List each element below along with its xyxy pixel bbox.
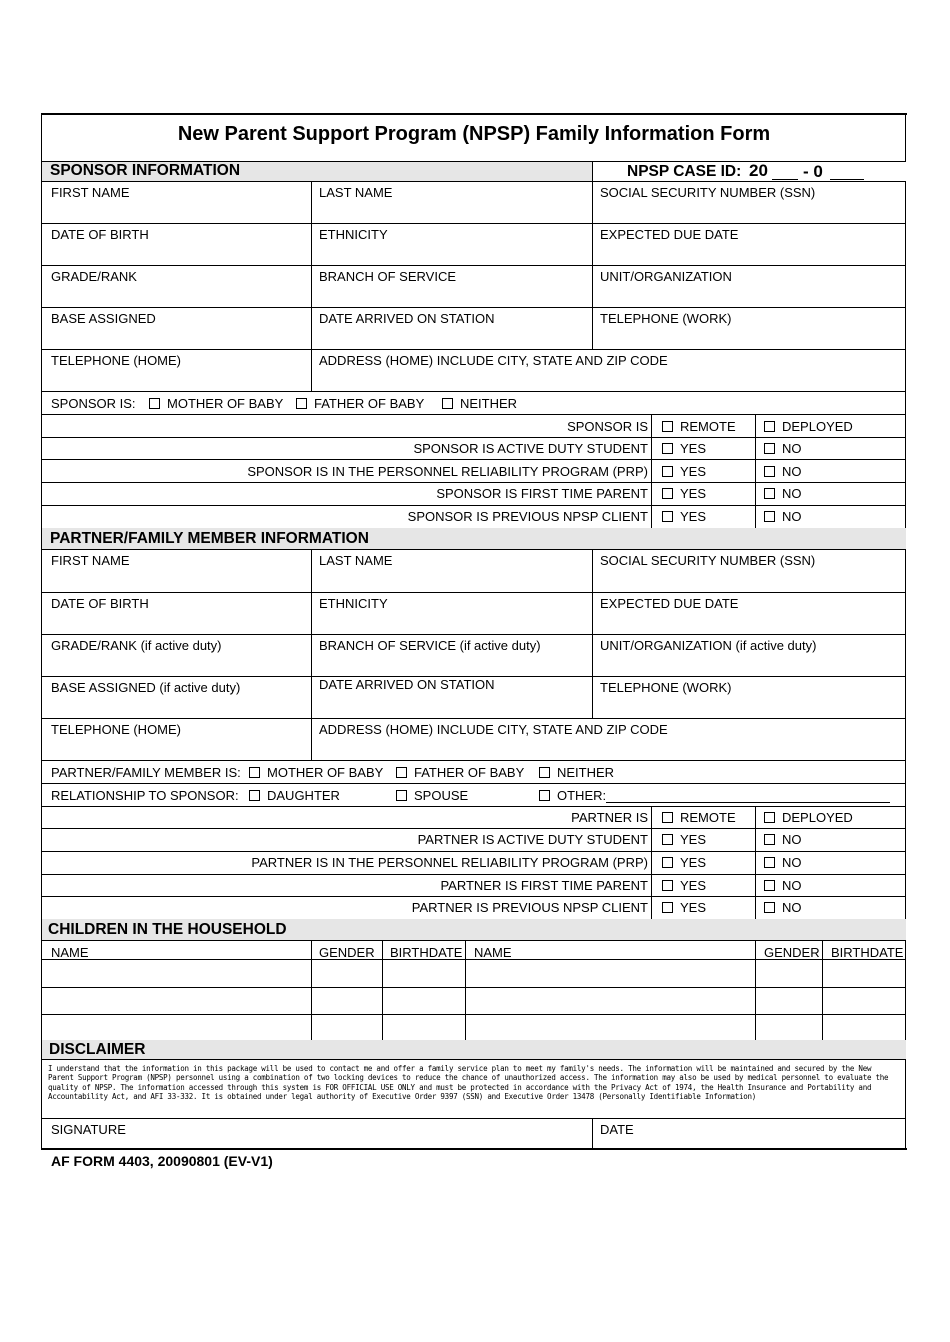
- form-top-border: [41, 113, 907, 115]
- relationship-other-checkbox[interactable]: [539, 788, 606, 803]
- divider: [755, 806, 756, 919]
- children-col-birthdate: BIRTHDATE: [390, 945, 463, 960]
- divider: [651, 806, 652, 919]
- checkbox-icon: [764, 857, 775, 868]
- option-label: NO: [782, 486, 802, 501]
- divider: [42, 634, 906, 635]
- sponsor-last-name-field[interactable]: LAST NAME: [319, 185, 393, 200]
- option-label: NO: [782, 441, 802, 456]
- children-section-header: [42, 919, 906, 940]
- option-label: SPOUSE: [414, 788, 469, 803]
- divider: [592, 161, 593, 181]
- sponsor-address-field[interactable]: ADDRESS (HOME) INCLUDE CITY, STATE AND ZIP CODE: [319, 353, 668, 368]
- sponsor-ssn-field[interactable]: SOCIAL SECURITY NUMBER (SSN): [600, 185, 816, 200]
- sponsor-is-label: SPONSOR IS:: [51, 396, 136, 411]
- divider: [42, 828, 906, 829]
- checkbox-icon: [396, 790, 407, 801]
- divider: [42, 896, 906, 897]
- option-label: MOTHER OF BABY: [167, 396, 284, 411]
- partner-question-previous: PARTNER IS PREVIOUS NPSP CLIENT: [411, 900, 648, 915]
- partner-question-student: PARTNER IS ACTIVE DUTY STUDENT: [417, 832, 648, 847]
- partner-section-header: [42, 528, 906, 549]
- case-id-blank-1[interactable]: [772, 179, 798, 180]
- partner-unit-field[interactable]: UNIT/ORGANIZATION (if active duty): [600, 638, 817, 653]
- option-label: FATHER OF BABY: [414, 765, 525, 780]
- sponsor-tel-work-field[interactable]: TELEPHONE (WORK): [600, 311, 732, 326]
- divider: [42, 414, 906, 415]
- partner-previous-no-checkbox[interactable]: [764, 900, 802, 915]
- case-id-label: NPSP CASE ID:: [627, 163, 742, 180]
- partner-prp-yes-checkbox[interactable]: [662, 855, 706, 870]
- divider: [42, 391, 906, 392]
- option-label: YES: [680, 855, 707, 870]
- sponsor-question-first-time: SPONSOR IS FIRST TIME PARENT: [436, 486, 648, 501]
- partner-father-checkbox[interactable]: [396, 765, 524, 780]
- option-label: NO: [782, 509, 802, 524]
- divider: [42, 223, 906, 224]
- option-label: NEITHER: [557, 765, 615, 780]
- option-label: MOTHER OF BABY: [267, 765, 384, 780]
- sponsor-first-time-yes-checkbox[interactable]: [662, 486, 706, 501]
- checkbox-icon: [764, 443, 775, 454]
- children-col-name: NAME: [51, 945, 89, 960]
- partner-due-date-field[interactable]: EXPECTED DUE DATE: [600, 596, 739, 611]
- checkbox-icon: [764, 511, 775, 522]
- divider: [42, 482, 906, 483]
- option-label: REMOTE: [680, 419, 736, 434]
- option-label: NO: [782, 878, 802, 893]
- divider: [42, 181, 906, 182]
- relationship-spouse-checkbox[interactable]: [396, 788, 468, 803]
- children-col-gender: GENDER: [319, 945, 375, 960]
- checkbox-icon: [662, 466, 673, 477]
- divider: [42, 940, 906, 941]
- sponsor-student-yes-checkbox[interactable]: [662, 441, 706, 456]
- partner-branch-field[interactable]: BRANCH OF SERVICE (if active duty): [319, 638, 541, 653]
- partner-is-label: PARTNER/FAMILY MEMBER IS:: [51, 765, 241, 780]
- sponsor-branch-field[interactable]: BRANCH OF SERVICE: [319, 269, 457, 284]
- divider: [42, 1059, 906, 1060]
- partner-tel-work-field[interactable]: TELEPHONE (WORK): [600, 680, 732, 695]
- option-label: YES: [680, 878, 707, 893]
- checkbox-icon: [764, 488, 775, 499]
- sponsor-deployed-checkbox[interactable]: [764, 419, 853, 434]
- divider: [42, 874, 906, 875]
- case-id-blank-2[interactable]: [830, 179, 864, 180]
- form-number: AF FORM 4403, 20090801 (EV-V1): [51, 1153, 273, 1169]
- checkbox-icon: [662, 511, 673, 522]
- checkbox-icon: [662, 488, 673, 499]
- checkbox-icon: [764, 880, 775, 891]
- sponsor-due-date-field[interactable]: EXPECTED DUE DATE: [600, 227, 739, 242]
- divider: [311, 181, 312, 391]
- checkbox-icon: [764, 812, 775, 823]
- divider: [42, 592, 906, 593]
- partner-address-field[interactable]: ADDRESS (HOME) INCLUDE CITY, STATE AND ZIP CODE: [319, 722, 668, 737]
- divider: [42, 265, 906, 266]
- checkbox-icon: [149, 398, 160, 409]
- checkbox-icon: [442, 398, 453, 409]
- children-col-birthdate-2: BIRTHDATE: [831, 945, 904, 960]
- sponsor-prp-no-checkbox[interactable]: [764, 464, 802, 479]
- table-row[interactable]: [42, 1015, 906, 1040]
- sponsor-tel-home-field[interactable]: TELEPHONE (HOME): [51, 353, 182, 368]
- option-label: NO: [782, 855, 802, 870]
- sponsor-question-prp: SPONSOR IS IN THE PERSONNEL RELIABILITY PROGRAM (PRP): [247, 464, 648, 479]
- option-label: DEPLOYED: [782, 810, 853, 825]
- divider: [42, 459, 906, 460]
- divider: [755, 414, 756, 528]
- divider: [42, 549, 906, 550]
- checkbox-icon: [764, 834, 775, 845]
- option-label: OTHER:: [557, 788, 607, 803]
- divider: [311, 549, 312, 760]
- divider: [42, 783, 906, 784]
- partner-dob-field[interactable]: DATE OF BIRTH: [51, 596, 149, 611]
- checkbox-icon: [539, 790, 550, 801]
- divider: [42, 505, 906, 506]
- partner-prp-no-checkbox[interactable]: [764, 855, 802, 870]
- option-label: FATHER OF BABY: [314, 396, 425, 411]
- partner-question-first-time: PARTNER IS FIRST TIME PARENT: [440, 878, 648, 893]
- option-label: YES: [680, 832, 707, 847]
- partner-section-title: PARTNER/FAMILY MEMBER INFORMATION: [50, 530, 369, 547]
- sponsor-question-previous: SPONSOR IS PREVIOUS NPSP CLIENT: [407, 509, 648, 524]
- partner-ethnicity-field[interactable]: ETHNICITY: [319, 596, 388, 611]
- checkbox-icon: [539, 767, 550, 778]
- sponsor-section-title: SPONSOR INFORMATION: [50, 162, 241, 179]
- form-bottom-border: [41, 1148, 907, 1150]
- partner-first-time-yes-checkbox[interactable]: [662, 878, 706, 893]
- checkbox-icon: [296, 398, 307, 409]
- date-field[interactable]: DATE: [600, 1122, 634, 1137]
- sponsor-previous-yes-checkbox[interactable]: [662, 509, 706, 524]
- checkbox-icon: [662, 443, 673, 454]
- sponsor-grade-field[interactable]: GRADE/RANK: [51, 269, 137, 284]
- sponsor-base-field[interactable]: BASE ASSIGNED: [51, 311, 156, 326]
- partner-tel-home-field[interactable]: TELEPHONE (HOME): [51, 722, 182, 737]
- partner-first-name-field[interactable]: FIRST NAME: [51, 553, 130, 568]
- checkbox-icon: [249, 790, 260, 801]
- partner-base-field[interactable]: BASE ASSIGNED (if active duty): [51, 680, 241, 695]
- partner-question-remote: PARTNER IS: [571, 810, 648, 825]
- signature-field[interactable]: SIGNATURE: [51, 1122, 126, 1137]
- sponsor-student-no-checkbox[interactable]: [764, 441, 802, 456]
- partner-last-name-field[interactable]: LAST NAME: [319, 553, 393, 568]
- sponsor-question-remote: SPONSOR IS: [567, 419, 648, 434]
- disclaimer-title: DISCLAIMER: [49, 1041, 146, 1058]
- sponsor-neither-checkbox[interactable]: [442, 396, 517, 411]
- children-col-name-2: NAME: [474, 945, 512, 960]
- partner-grade-field[interactable]: GRADE/RANK (if active duty): [51, 638, 222, 653]
- children-col-gender-2: GENDER: [764, 945, 820, 960]
- sponsor-question-student: SPONSOR IS ACTIVE DUTY STUDENT: [413, 441, 648, 456]
- divider: [42, 851, 906, 852]
- partner-student-no-checkbox[interactable]: [764, 832, 802, 847]
- checkbox-icon: [662, 834, 673, 845]
- relationship-label: RELATIONSHIP TO SPONSOR:: [51, 788, 239, 803]
- checkbox-icon: [662, 902, 673, 913]
- divider: [651, 414, 652, 528]
- case-id-year: 20: [749, 161, 768, 180]
- partner-question-prp: PARTNER IS IN THE PERSONNEL RELIABILITY PROGRAM (PRP): [251, 855, 648, 870]
- table-row[interactable]: [42, 988, 906, 1014]
- sponsor-father-checkbox[interactable]: [296, 396, 424, 411]
- option-label: REMOTE: [680, 810, 736, 825]
- partner-first-time-no-checkbox[interactable]: [764, 878, 802, 893]
- disclaimer-section-header: [42, 1040, 906, 1059]
- disclaimer-text: I understand that the information in this package will be used to contact me and offer a family service plan to meet my family's needs. The information will be maintained and secured by the New Parent Support Program (NPSP) personnel using a combination of two locking devices to reduce the chance of unauthorized access. The information may also be used by medical personnel to evaluate the quality of NPSP. The information accessed through this system is FOR OFFICIAL USE ONLY and must be protected in accordance with the Privacy Act of 1974, the Health Insurance and Portability and Accountability Act, and AFI 33-332. It is obtained under legal authority of Executive Order 9397 (SSN) and Executive Order 13478 (Personally Identifiable Information): [48, 1064, 889, 1102]
- checkbox-icon: [764, 902, 775, 913]
- partner-mother-checkbox[interactable]: [249, 765, 383, 780]
- option-label: NO: [782, 832, 802, 847]
- sponsor-previous-no-checkbox[interactable]: [764, 509, 802, 524]
- partner-ssn-field[interactable]: SOCIAL SECURITY NUMBER (SSN): [600, 553, 816, 568]
- divider: [42, 437, 906, 438]
- option-label: YES: [680, 486, 707, 501]
- sponsor-ethnicity-field[interactable]: ETHNICITY: [319, 227, 388, 242]
- divider: [42, 806, 906, 807]
- option-label: YES: [680, 509, 707, 524]
- divider: [42, 1118, 906, 1119]
- partner-remote-checkbox[interactable]: [662, 810, 736, 825]
- partner-student-yes-checkbox[interactable]: [662, 832, 706, 847]
- checkbox-icon: [662, 812, 673, 823]
- sponsor-unit-field[interactable]: UNIT/ORGANIZATION: [600, 269, 732, 284]
- divider: [42, 760, 906, 761]
- relationship-daughter-checkbox[interactable]: [249, 788, 340, 803]
- checkbox-icon: [764, 466, 775, 477]
- sponsor-dob-field[interactable]: DATE OF BIRTH: [51, 227, 149, 242]
- checkbox-icon: [396, 767, 407, 778]
- checkbox-icon: [249, 767, 260, 778]
- children-section-title: CHILDREN IN THE HOUSEHOLD: [48, 921, 287, 938]
- sponsor-remote-checkbox[interactable]: [662, 419, 736, 434]
- option-label: YES: [680, 464, 707, 479]
- checkbox-icon: [662, 421, 673, 432]
- table-row[interactable]: [42, 960, 906, 987]
- option-label: NEITHER: [460, 396, 518, 411]
- partner-previous-yes-checkbox[interactable]: [662, 900, 706, 915]
- divider: [42, 307, 906, 308]
- checkbox-icon: [764, 421, 775, 432]
- partner-deployed-checkbox[interactable]: [764, 810, 853, 825]
- divider: [42, 349, 906, 350]
- form-title: New Parent Support Program (NPSP) Family Information Form: [177, 123, 771, 145]
- sponsor-date-arrived-field[interactable]: DATE ARRIVED ON STATION: [319, 311, 495, 326]
- sponsor-first-time-no-checkbox[interactable]: [764, 486, 802, 501]
- sponsor-mother-checkbox[interactable]: [149, 396, 283, 411]
- option-label: NO: [782, 900, 802, 915]
- option-label: NO: [782, 464, 802, 479]
- option-label: YES: [680, 900, 707, 915]
- option-label: YES: [680, 441, 707, 456]
- partner-neither-checkbox[interactable]: [539, 765, 614, 780]
- case-id-separator: - 0: [803, 162, 823, 181]
- sponsor-first-name-field[interactable]: FIRST NAME: [51, 185, 130, 200]
- option-label: DAUGHTER: [267, 788, 340, 803]
- checkbox-icon: [662, 857, 673, 868]
- sponsor-prp-yes-checkbox[interactable]: [662, 464, 706, 479]
- divider: [42, 718, 906, 719]
- divider: [592, 1118, 593, 1149]
- option-label: DEPLOYED: [782, 419, 853, 434]
- partner-date-arrived-field[interactable]: DATE ARRIVED ON STATION: [319, 677, 495, 692]
- relationship-other-input[interactable]: [606, 802, 890, 803]
- checkbox-icon: [662, 880, 673, 891]
